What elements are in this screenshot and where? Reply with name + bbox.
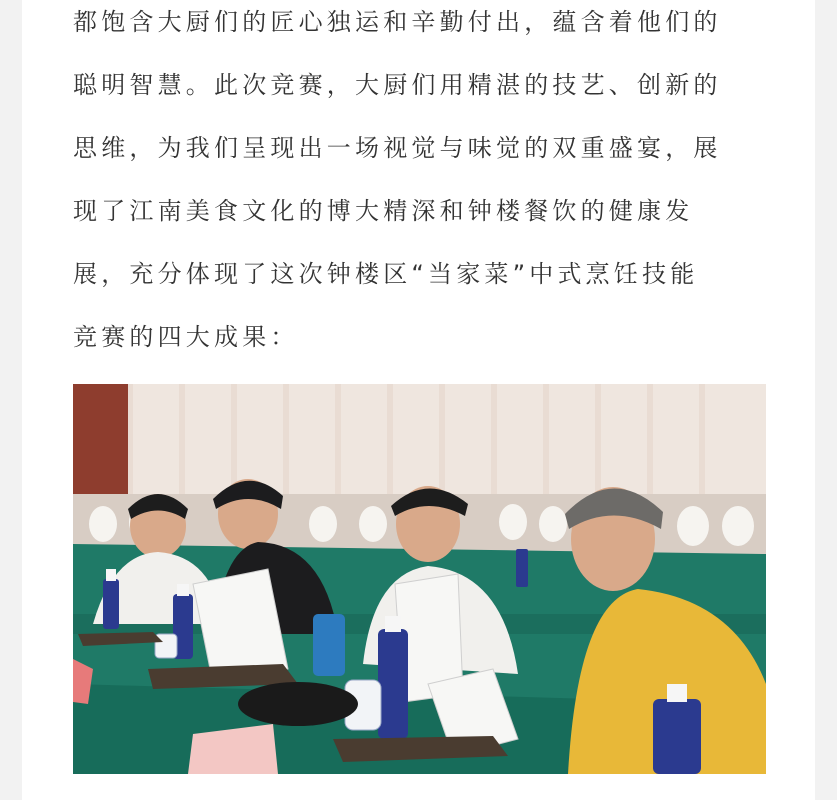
text-line: 竞赛的四大成果：: [73, 323, 299, 351]
text-line: 都饱含大厨们的匠心独运和辛勤付出，蕴含着他们的: [73, 8, 722, 36]
page-margin-left: [0, 0, 22, 800]
article-body: [73, 0, 765, 369]
page-margin-right: [815, 0, 837, 800]
text-line: 思维，为我们呈现出一场视觉与味觉的双重盛宴，展: [73, 134, 722, 162]
text-line: 聪明智慧。此次竞赛，大厨们用精湛的技艺、创新的: [73, 71, 722, 99]
article-photo: [73, 384, 766, 774]
article-paragraph: [73, 0, 765, 369]
text-line: 现了江南美食文化的博大精深和钟楼餐饮的健康发: [73, 197, 694, 225]
judges-photo-illustration: [73, 384, 766, 774]
text-line: 展，充分体现了这次钟楼区“当家菜”中式烹饪技能: [73, 260, 699, 288]
